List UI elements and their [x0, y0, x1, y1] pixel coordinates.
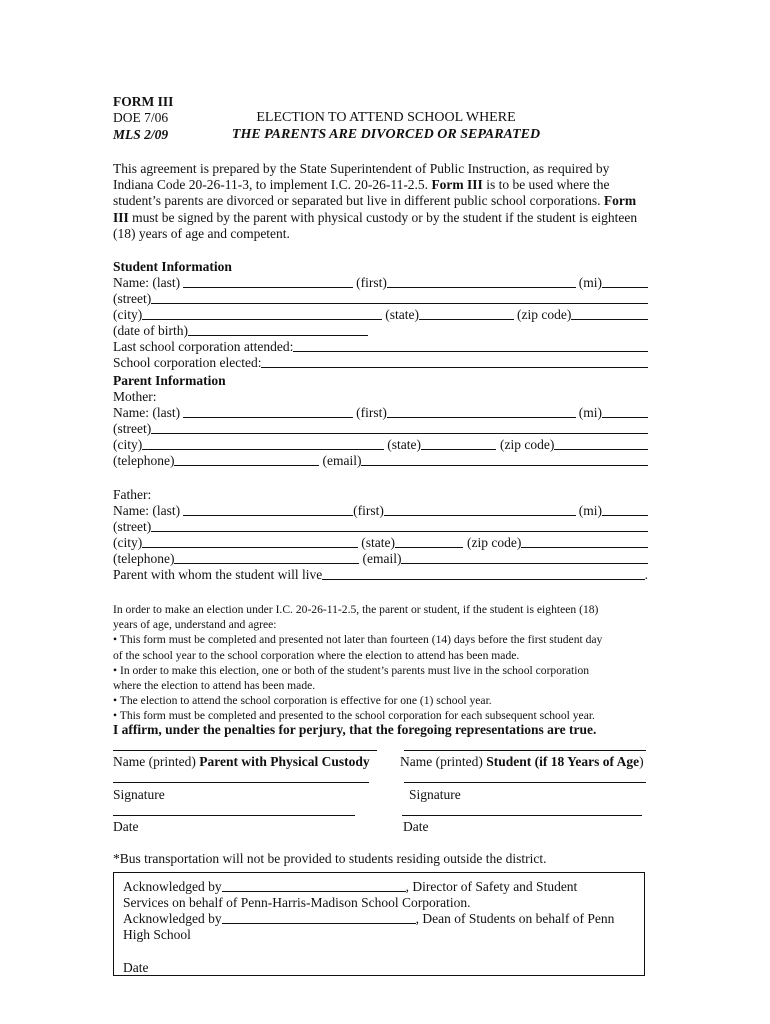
father-mi-field[interactable] [602, 504, 648, 516]
parent-name-label [113, 754, 370, 770]
student-date-label: Date [403, 819, 429, 834]
election-conditions [113, 602, 653, 724]
student-name-line[interactable] [404, 750, 646, 751]
condition-bullet-1b: of the school year to the school corporation where the election to attend has been made. [113, 648, 520, 662]
acknowledgement-box [113, 872, 645, 976]
mother-mi-field[interactable] [602, 406, 648, 418]
label-street: (street) [113, 519, 152, 534]
ack-director-title: , Director of Safety and Student [405, 879, 578, 894]
parent-signature-label: Signature [113, 787, 165, 802]
label-mi: (mi) [578, 503, 602, 518]
ack-by-label: Acknowledged by [123, 911, 222, 926]
parent-info-heading: Parent Information [113, 373, 226, 388]
father-label: Father: [113, 487, 152, 502]
student-zip-field[interactable] [571, 308, 648, 320]
father-city-row [113, 535, 648, 551]
label-last-name: Name: (last) [113, 503, 181, 518]
mother-zip-field[interactable] [554, 438, 648, 450]
label-state: (state) [361, 535, 395, 550]
student-signature-line[interactable] [404, 782, 646, 783]
mother-street-row [113, 421, 648, 437]
parent-date-line[interactable] [113, 815, 355, 816]
lives-with-field[interactable] [322, 568, 644, 580]
student-name-row [113, 275, 648, 291]
student-state-field[interactable] [419, 308, 514, 320]
condition-bullet-4: • This form must be completed and presented to the school corporation for each subsequent school year. [113, 709, 595, 723]
mother-contact-row [113, 453, 648, 469]
label-last-corp: Last school corporation attended: [113, 339, 294, 354]
mls-code: MLS 2/09 [113, 127, 169, 142]
label-telephone: (telephone) [113, 551, 175, 566]
parent-signature-line[interactable] [113, 782, 369, 783]
ack-line-4: High School [123, 927, 191, 942]
ack-dean-title: , Dean of Students on behalf of Penn [415, 911, 615, 926]
label-city: (city) [113, 437, 143, 452]
father-first-name-field[interactable] [384, 504, 576, 516]
label-last-name: Name: (last) [113, 275, 181, 290]
father-street-row [113, 519, 648, 535]
ack-dean-field[interactable] [222, 912, 416, 924]
father-state-field[interactable] [395, 536, 463, 548]
conditions-lead-2: years of age, understand and agree: [113, 618, 277, 632]
close-paren: ) [639, 754, 644, 769]
elected-corp-field[interactable] [261, 356, 648, 368]
student-street-field[interactable] [151, 292, 648, 304]
lives-with-period: . [644, 567, 648, 582]
lives-with-row [113, 567, 648, 583]
label-email: (email) [322, 453, 362, 468]
parent-custody-text: Parent with Physical Custody [199, 754, 370, 769]
label-street: (street) [113, 291, 152, 306]
intro-bold-2: Form III [113, 193, 637, 225]
label-telephone: (telephone) [113, 453, 175, 468]
label-state: (state) [387, 437, 421, 452]
last-corp-row [113, 339, 648, 355]
intro-bold-1: Form III [431, 177, 483, 193]
father-telephone-field[interactable] [174, 552, 359, 564]
perjury-affirmation: I affirm, under the penalties for perjury, that the foregoing representations are true. [113, 722, 597, 737]
label-mi: (mi) [578, 275, 602, 290]
student-info-heading: Student Information [113, 259, 232, 274]
condition-bullet-3: • The election to attend the school corporation is effective for one (1) school year. [113, 694, 492, 708]
label-dob: (date of birth) [113, 323, 188, 338]
parent-name-line[interactable] [113, 750, 377, 751]
student-date-line[interactable] [402, 815, 642, 816]
label-state: (state) [385, 307, 419, 322]
parent-date-label: Date [113, 819, 139, 834]
label-city: (city) [113, 307, 143, 322]
father-contact-row [113, 551, 648, 567]
doe-code: DOE 7/06 [113, 110, 169, 125]
intro-paragraph [113, 161, 653, 242]
bus-transportation-note: *Bus transportation will not be provided to students residing outside the district. [113, 851, 547, 866]
mother-state-field[interactable] [421, 438, 496, 450]
mother-city-row [113, 437, 648, 453]
mother-email-field[interactable] [361, 454, 648, 466]
student-city-row [113, 307, 648, 323]
mother-telephone-field[interactable] [174, 454, 319, 466]
name-printed-text: Name (printed) [113, 754, 200, 769]
intro-text-3: must be signed by the parent with physical custody or by the student if the student is eighteen (18) years of age and competent. [113, 209, 638, 241]
label-first-name: (first) [356, 275, 387, 290]
intro-text-2: is to be used where the student’s parents are divorced or separated but live in different public school corporations. [113, 177, 610, 209]
form-title-line2: THE PARENTS ARE DIVORCED OR SEPARATED [231, 127, 541, 142]
label-mi: (mi) [578, 405, 602, 420]
student-city-field[interactable] [142, 308, 382, 320]
mother-last-name-field[interactable] [183, 406, 353, 418]
elected-corp-row [113, 355, 648, 371]
father-last-name-field[interactable] [183, 504, 353, 516]
intro-text-1: This agreement is prepared by the State Superintendent of Public Instruction, as required by Indiana Code 20-26-11-3, to implement I.C. 20-26-11-2.5. [113, 161, 610, 193]
father-street-field[interactable] [151, 520, 648, 532]
ack-director-field[interactable] [222, 880, 406, 892]
form-number: FORM III [113, 94, 174, 109]
mother-street-field[interactable] [151, 422, 648, 434]
label-lives-with: Parent with whom the student will live [113, 567, 323, 582]
student-mi-field[interactable] [602, 276, 648, 288]
ack-line-3 [123, 911, 614, 927]
student-last-name-field[interactable] [183, 276, 353, 288]
mother-city-field[interactable] [142, 438, 384, 450]
label-first-name: (first) [356, 405, 387, 420]
label-elected-corp: School corporation elected: [113, 355, 262, 370]
label-first-name: (first) [353, 503, 384, 518]
condition-bullet-2a: • In order to make this election, one or both of the student’s parents must live in the school corporation [113, 663, 590, 677]
conditions-lead-1: In order to make an election under I.C. 20-26-11-2.5, the parent or student, if the student is eighteen (18) [113, 603, 599, 616]
father-name-row [113, 503, 648, 519]
father-city-field[interactable] [142, 536, 358, 548]
father-zip-field[interactable] [521, 536, 648, 548]
ack-by-label: Acknowledged by [123, 879, 222, 894]
label-zip: (zip code) [499, 437, 555, 452]
student-dob-row [113, 323, 648, 339]
student-18-text: Student (if 18 Years of Age [486, 754, 640, 769]
label-zip: (zip code) [516, 307, 572, 322]
ack-line-1 [123, 879, 577, 895]
mother-label: Mother: [113, 389, 157, 404]
student-street-row [113, 291, 648, 307]
label-street: (street) [113, 421, 152, 436]
student-name-label [400, 754, 644, 770]
name-printed-text: Name (printed) [400, 754, 487, 769]
student-first-name-field[interactable] [387, 276, 576, 288]
label-last-name: Name: (last) [113, 405, 181, 420]
condition-bullet-1a: • This form must be completed and presented not later than fourteen (14) days before the first student day [113, 633, 603, 647]
label-email: (email) [362, 551, 402, 566]
last-corp-field[interactable] [293, 340, 648, 352]
father-email-field[interactable] [401, 552, 648, 564]
ack-date-label: Date [123, 960, 149, 975]
condition-bullet-2b: where the election to attend has been made. [113, 679, 316, 693]
student-dob-field[interactable] [188, 324, 368, 336]
form-title-line1: ELECTION TO ATTEND SCHOOL WHERE [256, 110, 516, 125]
label-city: (city) [113, 535, 143, 550]
mother-first-name-field[interactable] [387, 406, 576, 418]
label-zip: (zip code) [466, 535, 522, 550]
student-signature-label: Signature [409, 787, 461, 802]
ack-line-2: Services on behalf of Penn-Harris-Madison School Corporation. [123, 895, 471, 910]
mother-name-row [113, 405, 648, 421]
